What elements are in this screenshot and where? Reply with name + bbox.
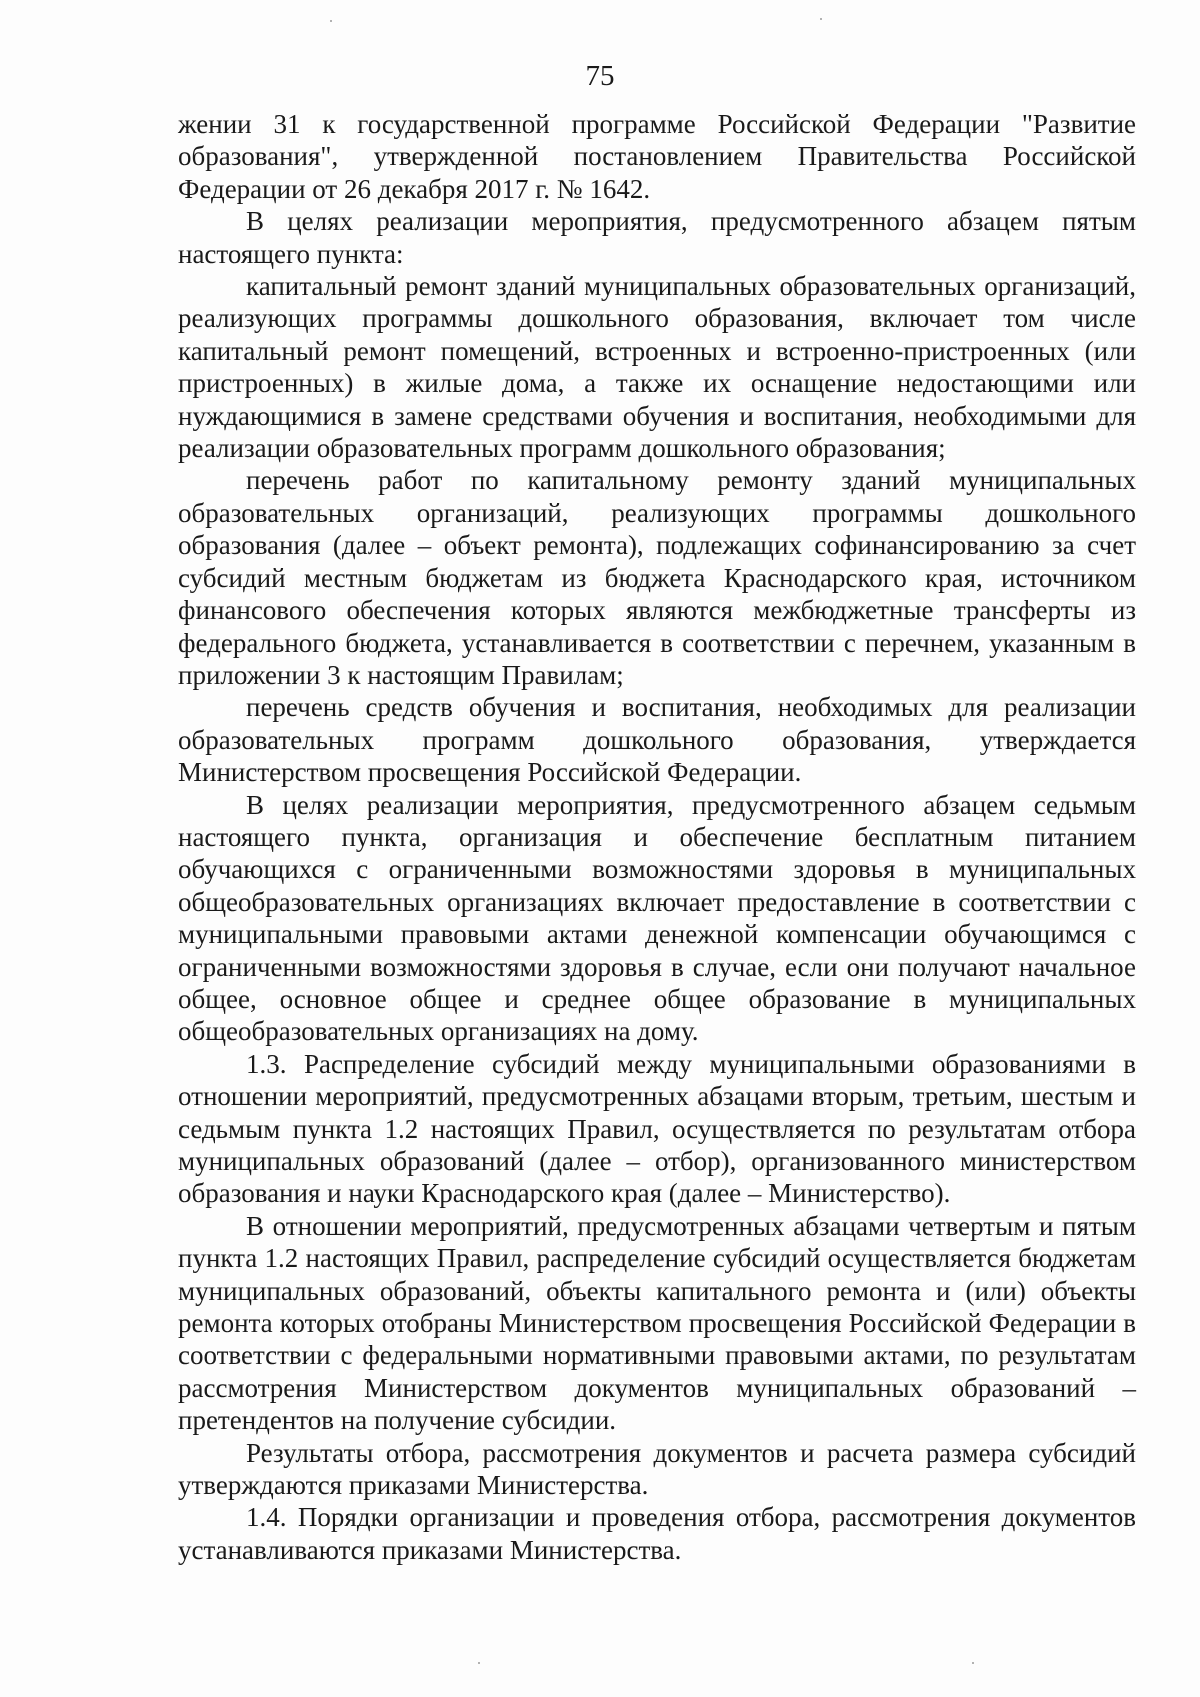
scan-speck <box>820 18 822 20</box>
scan-speck <box>330 20 332 22</box>
paragraph-continuation: жении 31 к государственной программе Российской Федерации "Развитие образования", утвержденной постановлением Правительства Российской Федерации от 26 декабря 2017 г. № 1642. <box>178 109 1136 204</box>
paragraph: перечень средств обучения и воспитания, необходимых для реализации образовательных программ дошкольного образования, утверждается Министерством просвещения Российской Федерации. <box>178 692 1136 788</box>
paragraph-clause-1-4: 1.4. Порядки организации и проведения отбора, рассмотрения документов устанавливаются приказами Министерства. <box>178 1502 1136 1565</box>
scan-speck <box>478 1662 480 1664</box>
paragraph: В целях реализации мероприятия, предусмотренного абзацем пятым настоящего пункта: <box>178 206 1136 269</box>
paragraph-clause-1-3: 1.3. Распределение субсидий между муниципальными образованиями в отношении мероприятий, предусмотренных абзацами вторым, третьим, шестым и седьмым пункта 1.2 настоящих Правил, осуществляется по результатам отбора муниципальных образований (далее – отбор), организованного министерством образования и науки Краснодарского края (далее – Министерство). <box>178 1048 1136 1209</box>
paragraph: Результаты отбора, рассмотрения документов и расчета размера субсидий утверждаются приказами Министерства. <box>178 1437 1136 1501</box>
paragraph: В отношении мероприятий, предусмотренных абзацами четвертым и пятым пункта 1.2 настоящих Правил, распределение субсидий осуществляется бюджетам муниципальных образований, объекты капитального ремонта и (или) объекты ремонта которых отобраны Министерством просвещения Российской Федерации в соответствии с федеральными нормативными правовыми актами, по результатам рассмотрения Министерством документов муниципальных образований – претендентов на получение субсидии. <box>178 1210 1136 1436</box>
page-number: 75 <box>585 60 615 92</box>
scan-speck <box>972 1662 974 1664</box>
paragraph: В целях реализации мероприятия, предусмотренного абзацем седьмым настоящего пункта, организация и обеспечение бесплатным питанием обучающихся с ограниченными возможностями здоровья в муниципальных общеобразовательных организациях включает предоставление в соответствии с муниципальными правовыми актами денежной компенсации обучающимся с ограниченными возможностями здоровья в случае, если они получают начальное общее, основное общее и среднее общее образование в муниципальных общеобразовательных организациях на дому. <box>178 789 1136 1047</box>
paragraph: капитальный ремонт зданий муниципальных образовательных организаций, реализующих программы дошкольного образования, включает том числе капитальный ремонт помещений, встроенных и встроенно-пристроенных (или пристроенных) в жилые дома, а также их оснащение недостающими или нуждающимися в замене средствами обучения и воспитания, необходимыми для реализации образовательных программ дошкольного образования; <box>178 271 1136 464</box>
paragraph: перечень работ по капитальному ремонту зданий муниципальных образовательных организаций, реализующих программы дошкольного образования (далее – объект ремонта), подлежащих софинансированию за счет субсидий местным бюджетам из бюджета Краснодарского края, источником финансового обеспечения которых являются межбюджетные трансферты из федерального бюджета, устанавливается в соответствии с перечнем, указанным в приложении 3 к настоящим Правилам; <box>178 465 1136 690</box>
document-body <box>178 108 1136 1566</box>
